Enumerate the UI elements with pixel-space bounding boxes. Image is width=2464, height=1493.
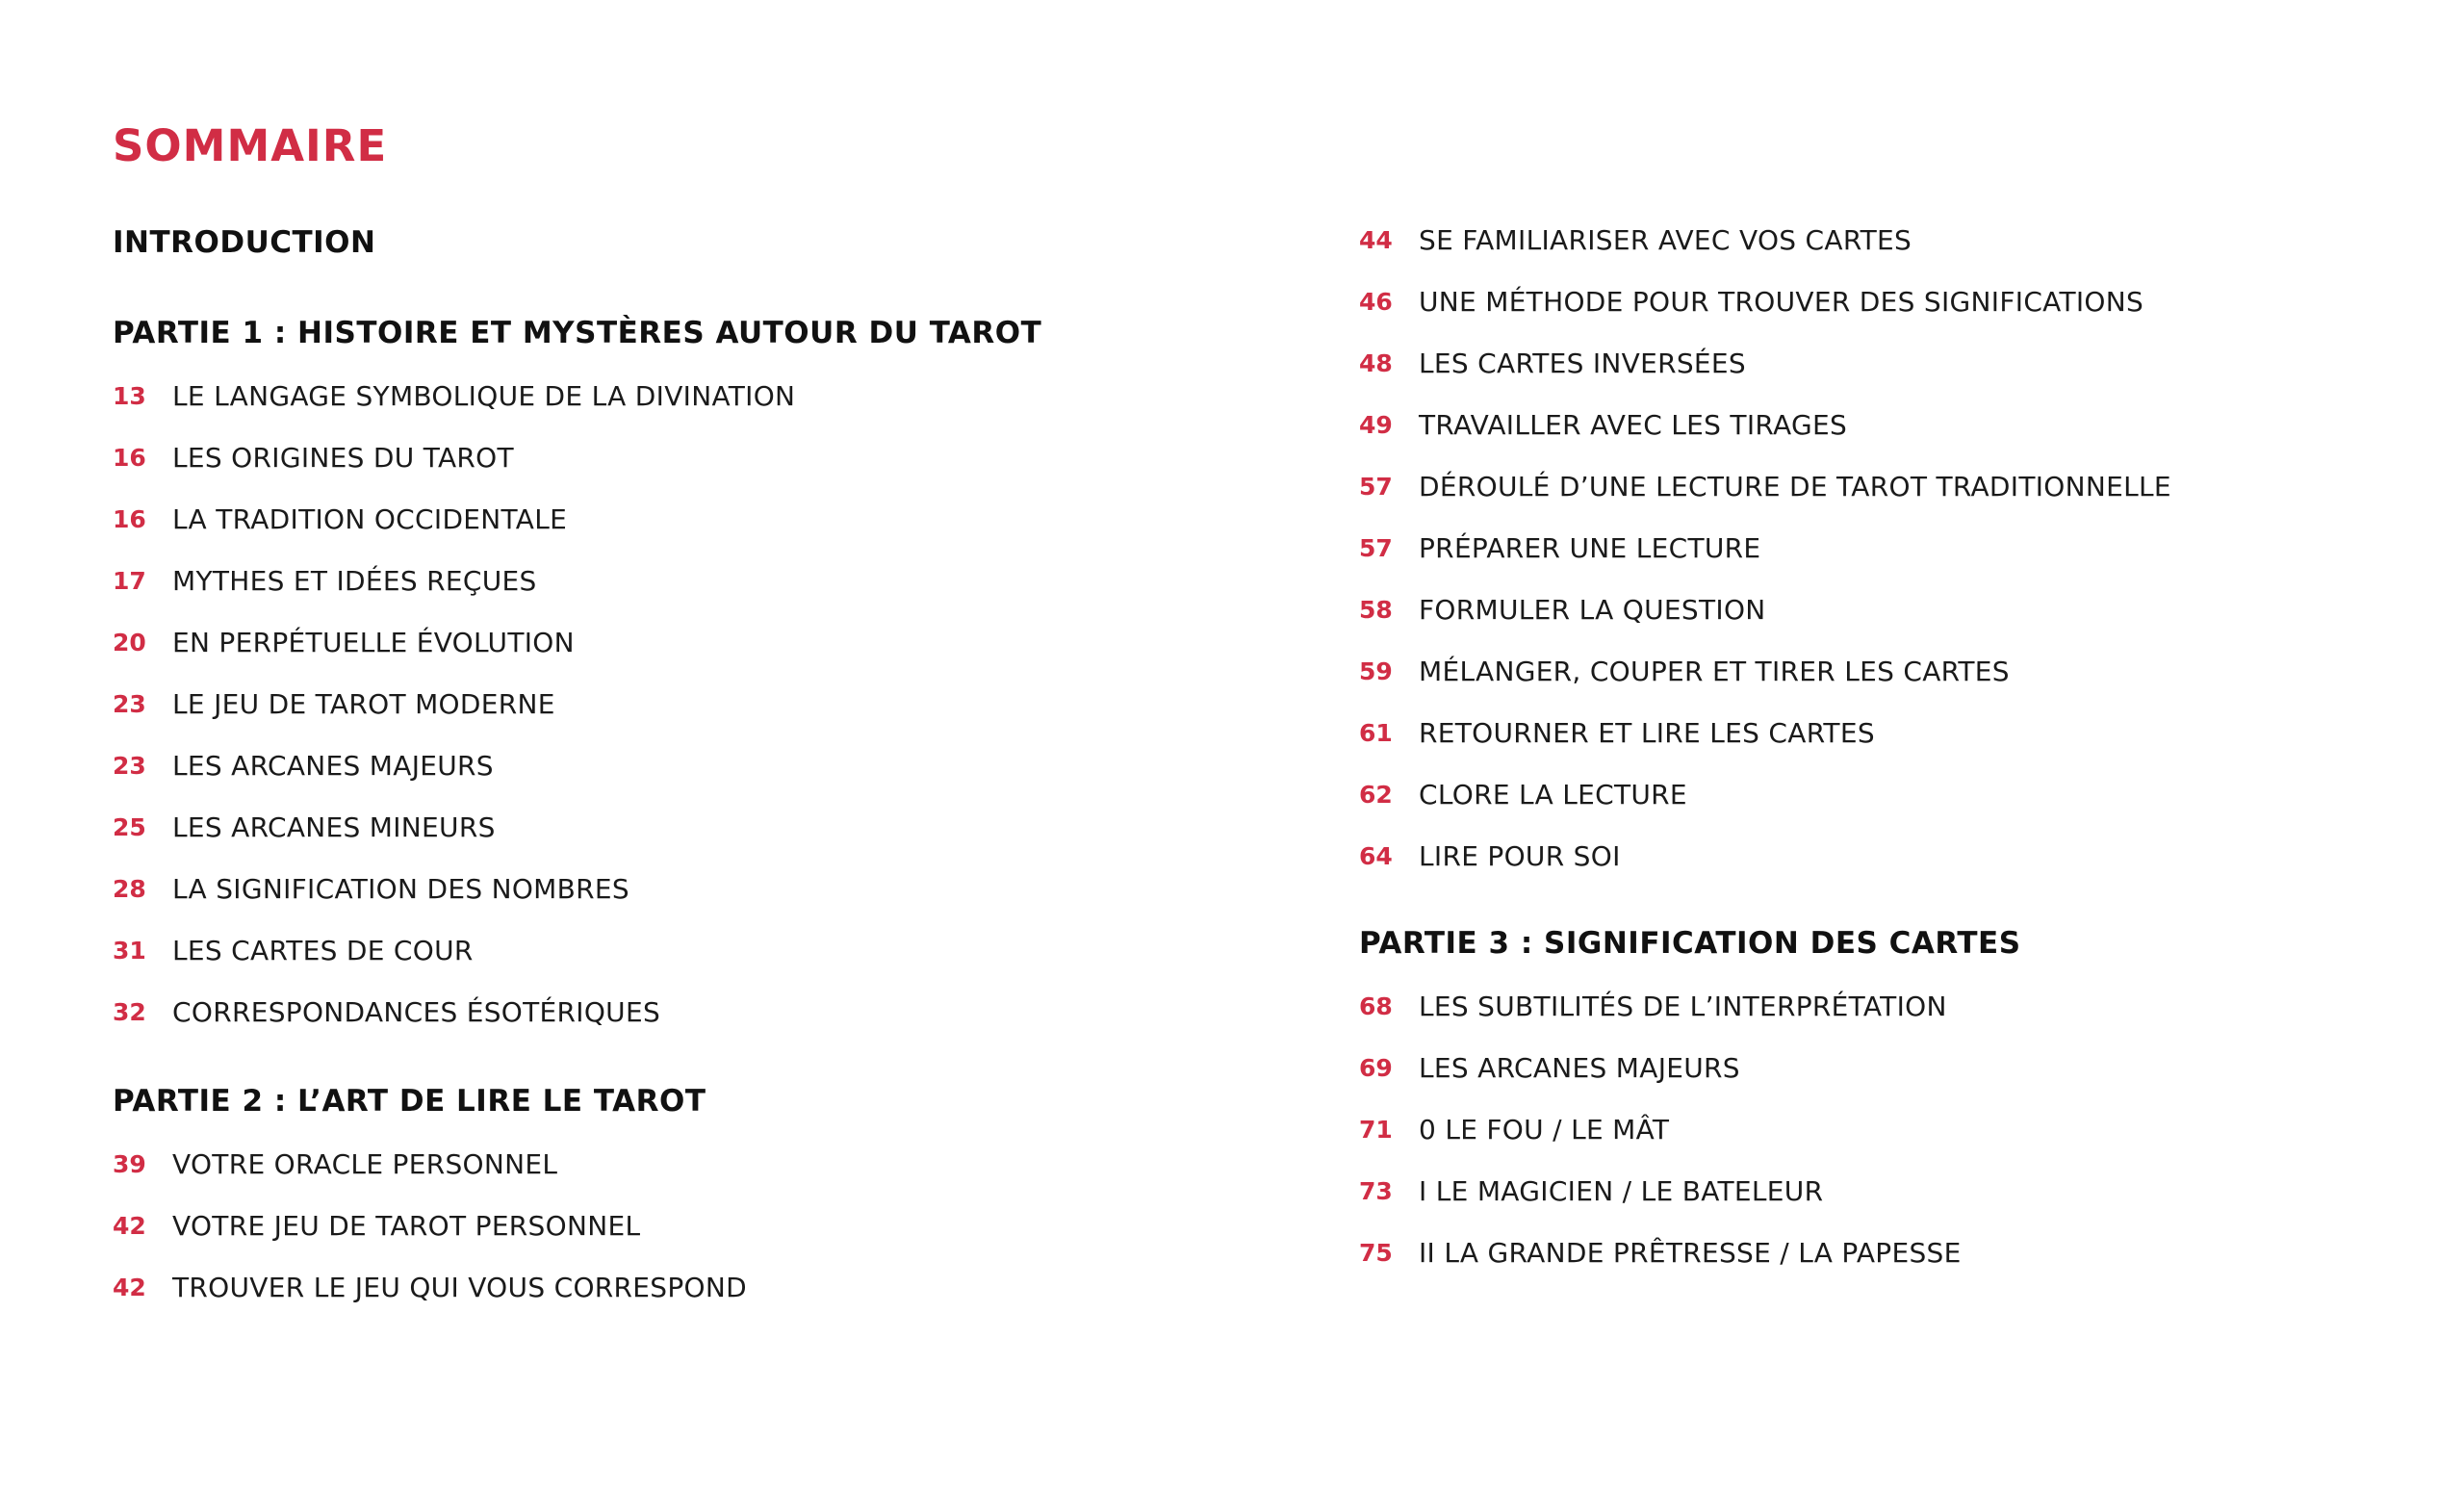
page-title: SOMMAIRE	[113, 120, 388, 171]
entry-label: SE FAMILIARISER AVEC VOS CARTES	[1419, 224, 1912, 256]
entry-page-number: 69	[1359, 1054, 1393, 1082]
entry-page-number: 44	[1359, 226, 1393, 254]
toc-entry	[1359, 653, 2010, 691]
toc-entry	[1359, 345, 1746, 383]
entry-page-number: 59	[1359, 657, 1393, 685]
entry-label: I LE MAGICIEN / LE BATELEUR	[1419, 1175, 1824, 1207]
toc-entry	[113, 562, 537, 601]
entry-label: 0 LE FOU / LE MÂT	[1419, 1114, 1670, 1145]
toc-entry	[113, 624, 575, 662]
entry-page-number: 13	[113, 382, 146, 410]
entry-page-number: 71	[1359, 1116, 1393, 1144]
entry-label: VOTRE JEU DE TAROT PERSONNEL	[172, 1210, 641, 1242]
entry-page-number: 32	[113, 998, 146, 1026]
entry-label: DÉROULÉ D’UNE LECTURE DE TAROT TRADITIONNELLE	[1419, 471, 2171, 502]
entry-page-number: 25	[113, 813, 146, 841]
toc-entry	[113, 1269, 747, 1307]
toc-entry	[1359, 714, 1875, 753]
entry-label: LE LANGAGE SYMBOLIQUE DE LA DIVINATION	[172, 380, 796, 412]
toc-entry	[113, 747, 494, 785]
toc-entry	[1359, 1234, 1962, 1273]
part3-heading: PARTIE 3 : SIGNIFICATION DES CARTES	[1359, 926, 2021, 961]
entry-page-number: 28	[113, 875, 146, 903]
toc-entry	[1359, 1172, 1823, 1211]
entry-label: MYTHES ET IDÉES REÇUES	[172, 565, 537, 597]
entry-page-number: 16	[113, 505, 146, 533]
entry-page-number: 23	[113, 690, 146, 718]
toc-entry	[113, 809, 496, 847]
entry-page-number: 46	[1359, 288, 1393, 316]
entry-label: UNE MÉTHODE POUR TROUVER DES SIGNIFICATIONS	[1419, 286, 2144, 318]
entry-page-number: 64	[1359, 842, 1393, 870]
entry-page-number: 16	[113, 444, 146, 472]
entry-page-number: 49	[1359, 411, 1393, 439]
toc-entry	[1359, 529, 1760, 568]
entry-page-number: 20	[113, 629, 146, 656]
entry-page-number: 68	[1359, 992, 1393, 1020]
entry-label: FORMULER LA QUESTION	[1419, 594, 1766, 626]
entry-label: LIRE POUR SOI	[1419, 840, 1621, 872]
entry-label: LA TRADITION OCCIDENTALE	[172, 503, 568, 535]
toc-entry	[1359, 591, 1766, 630]
entry-page-number: 39	[113, 1150, 146, 1178]
toc-entry	[1359, 1049, 1740, 1088]
toc-entry	[113, 377, 795, 416]
entry-page-number: 57	[1359, 473, 1393, 501]
toc-entry	[113, 685, 555, 724]
entry-label: TRAVAILLER AVEC LES TIRAGES	[1419, 409, 1848, 441]
toc-entry	[113, 932, 474, 970]
entry-page-number: 57	[1359, 534, 1393, 562]
entry-label: PRÉPARER UNE LECTURE	[1419, 532, 1761, 564]
toc-entry	[1359, 1111, 1669, 1149]
entry-page-number: 31	[113, 937, 146, 965]
toc-entry	[1359, 283, 2143, 322]
entry-label: RETOURNER ET LIRE LES CARTES	[1419, 717, 1875, 749]
entry-page-number: 48	[1359, 349, 1393, 377]
toc-entry	[113, 870, 629, 909]
entry-page-number: 58	[1359, 596, 1393, 624]
toc-entry	[113, 1145, 557, 1184]
toc-entry	[1359, 221, 1912, 260]
entry-page-number: 42	[113, 1212, 146, 1240]
toc-entry	[1359, 837, 1621, 876]
entry-label: LES ARCANES MAJEURS	[172, 750, 494, 782]
toc-entry	[113, 501, 567, 539]
entry-page-number: 62	[1359, 781, 1393, 809]
entry-page-number: 73	[1359, 1177, 1393, 1205]
entry-label: CLORE LA LECTURE	[1419, 779, 1687, 811]
entry-label: LES CARTES DE COUR	[172, 935, 474, 966]
entry-label: MÉLANGER, COUPER ET TIRER LES CARTES	[1419, 656, 2010, 687]
entry-page-number: 75	[1359, 1239, 1393, 1267]
entry-label: LES ARCANES MINEURS	[172, 811, 496, 843]
toc-entry	[1359, 468, 2171, 506]
toc-entry	[113, 439, 514, 477]
entry-label: LES CARTES INVERSÉES	[1419, 348, 1746, 379]
toc-entry	[113, 1207, 640, 1246]
introduction-heading: INTRODUCTION	[113, 225, 376, 260]
toc-entry	[113, 993, 660, 1032]
entry-label: LES ORIGINES DU TAROT	[172, 442, 514, 474]
part2-heading: PARTIE 2 : L’ART DE LIRE LE TAROT	[113, 1084, 706, 1119]
entry-label: TROUVER LE JEU QUI VOUS CORRESPOND	[172, 1272, 747, 1303]
entry-page-number: 61	[1359, 719, 1393, 747]
entry-label: LA SIGNIFICATION DES NOMBRES	[172, 873, 629, 905]
entry-page-number: 23	[113, 752, 146, 780]
entry-page-number: 42	[113, 1274, 146, 1301]
toc-entry	[1359, 988, 1947, 1026]
toc-entry	[1359, 406, 1847, 445]
toc-entry	[1359, 776, 1687, 814]
entry-label: VOTRE ORACLE PERSONNEL	[172, 1148, 558, 1180]
entry-label: LES ARCANES MAJEURS	[1419, 1052, 1740, 1084]
entry-page-number: 17	[113, 567, 146, 595]
entry-label: LE JEU DE TAROT MODERNE	[172, 688, 555, 720]
entry-label: LES SUBTILITÉS DE L’INTERPRÉTATION	[1419, 991, 1947, 1022]
entry-label: II LA GRANDE PRÊTRESSE / LA PAPESSE	[1419, 1237, 1962, 1269]
part1-heading: PARTIE 1 : HISTOIRE ET MYSTÈRES AUTOUR DU TAROT	[113, 316, 1042, 350]
entry-label: EN PERPÉTUELLE ÉVOLUTION	[172, 627, 575, 658]
entry-label: CORRESPONDANCES ÉSOTÉRIQUES	[172, 996, 661, 1028]
